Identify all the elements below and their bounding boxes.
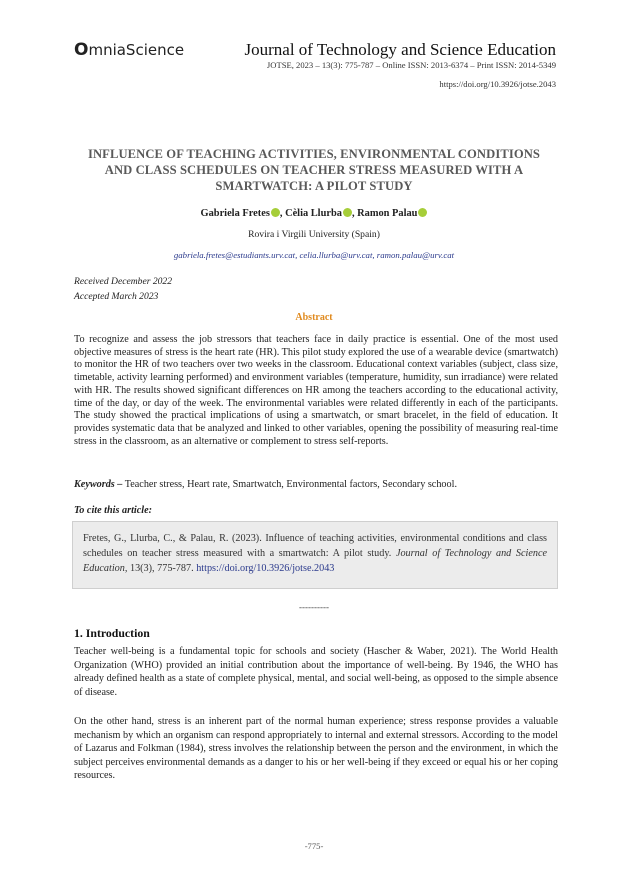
page-number: -775-	[304, 841, 324, 851]
orcid-icon[interactable]	[343, 208, 352, 217]
orcid-icon[interactable]	[418, 208, 427, 217]
keywords	[74, 479, 558, 490]
logo-text: mniaScience	[88, 41, 185, 59]
journal-name: Journal of Technology and Science Education	[244, 40, 556, 59]
abstract-text: To recognize and assess the job stressors that teachers face in daily practice is essential. One of the most used objective measures of stress is the heart rate (HR). This pilot study explored the use of a wearable device (smartwatch) to monitor the HR of two teachers over two weeks in the classroom. Educational context variables (subject, class size, timetable, activity learning performed) and environment variables (temperature, humidity, sun irradiance) were related with HR. The results showed significant differences on HR among the teachers according to the educational activity, time of the day, or day of the week. The environmental variables were related differently in each of the participants. The study showed the practical implications of using a smartwatch, or smart bracelet, in the field of education. It provides systematic data that be analyzed and linked to other variables, opening the possibility of measuring real-time stress in the classroom, as an alternative or complement to stress self-reports.	[74, 334, 558, 447]
paper-title: INFLUENCE OF TEACHING ACTIVITIES, ENVIRONMENTAL CONDITIONS AND CLASS SCHEDULES ON TEACHER STRESS MEASURED WITH A SMARTWATCH: A PILOT STUDY	[87, 147, 541, 193]
doi-link[interactable]: https://doi.org/10.3926/jotse.2043	[439, 79, 556, 89]
paragraph: On the other hand, stress is an inherent part of the normal human experience; stress response provides a valuable mechanism by which an organism can respond appropriately to internal and external stressors. According to the model of Lazarus and Folkman (1984), stress involves the relationship between the person and the environment, in which the subject perceives environmental demands as a danger to his or her well-being if they exceed or equal his or her coping resources.	[74, 716, 558, 782]
dates-block	[74, 274, 172, 304]
citation-volume: 13(3), 775-787.	[127, 563, 197, 574]
citation-link[interactable]: https://doi.org/10.3926/jotse.2043	[196, 563, 335, 574]
section-heading: 1. Introduction	[74, 626, 150, 640]
author-list	[74, 208, 554, 219]
section-divider: ----------	[299, 602, 329, 612]
keywords-text: Teacher stress, Heart rate, Smartwatch, Environmental factors, Secondary school.	[122, 479, 457, 490]
citation-text: Fretes, G., Llurba, C., & Palau, R. (2023). Influence of teaching activities, environmental conditions and class schedules on teacher stress measured with a smartwatch: A pilot study.	[83, 533, 547, 559]
abstract-heading: Abstract	[295, 312, 333, 323]
publisher-logo	[74, 40, 184, 60]
cite-heading: To cite this article:	[74, 505, 153, 516]
author-2: , Cèlia Llurba	[279, 208, 342, 219]
author-emails[interactable]: gabriela.fretes@estudiants.urv.cat, celia.llurba@urv.cat, ramon.palau@urv.cat	[173, 250, 455, 260]
logo-initial: O	[74, 40, 89, 60]
keywords-label: Keywords –	[74, 479, 123, 490]
received-date: Received December 2022	[74, 276, 173, 287]
author-3: , Ramon Palau	[351, 208, 418, 219]
citation-journal: Journal of Technology and Science Education,	[83, 548, 547, 574]
paragraph: Teacher well-being is a fundamental topic for schools and society (Hascher & Waber, 2021). The World Health Organization (WHO) provided an initial contribution about the importance of well-being. By 1946, the WHO has already defined health as a state of complete physical, mental, and social well-being, as opposed to the simple absence of disease.	[74, 646, 558, 698]
affiliation: Rovira i Virgili University (Spain)	[248, 229, 380, 240]
accepted-date: Accepted March 2023	[74, 291, 159, 302]
citation-box	[72, 521, 558, 589]
journal-meta: JOTSE, 2023 – 13(3): 775-787 – Online ISSN: 2013-6374 – Print ISSN: 2014-5349	[266, 60, 556, 70]
author-1: Gabriela Fretes	[200, 208, 270, 219]
orcid-icon[interactable]	[271, 208, 280, 217]
